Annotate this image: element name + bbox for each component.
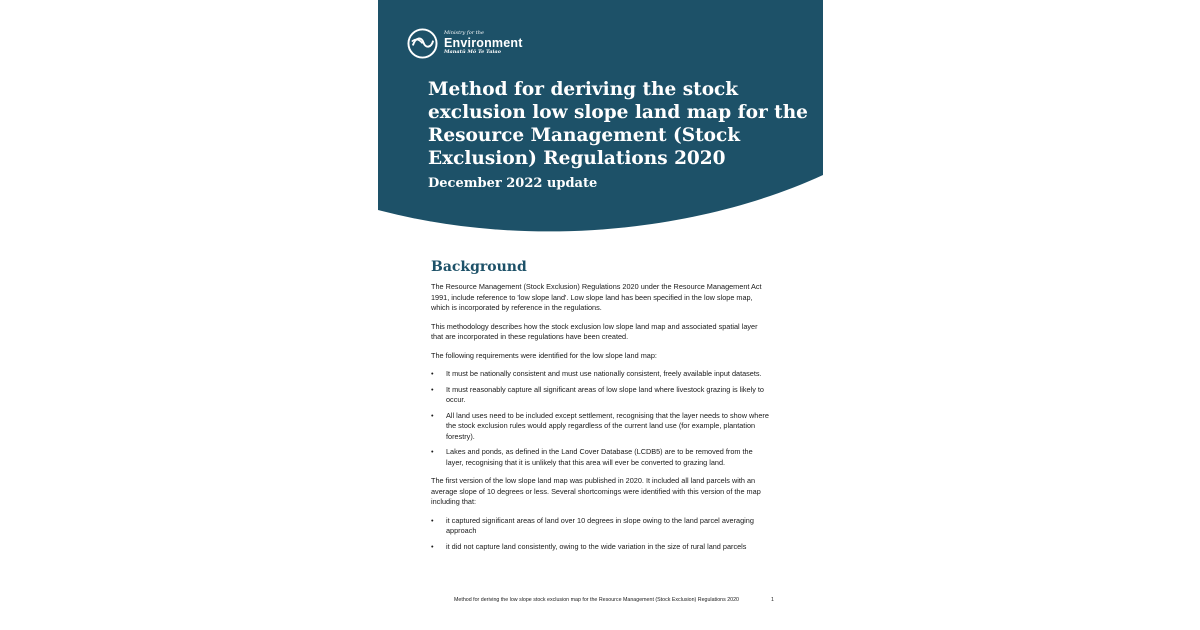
list-item-text: it captured significant areas of land over 10 degrees in slope owing to the land parcel averaging approach — [446, 515, 754, 535]
logo-line-environment: Environment — [444, 35, 523, 50]
list-item-text: It must reasonably capture all significant areas of low slope land where livestock grazing is likely to occur. — [446, 384, 764, 404]
list-item — [431, 516, 771, 537]
list-item-text: All land uses need to be included except settlement, recognising that the layer needs to show where the stock exclusion rules would apply regardless of the current land use (for example, plantation forestry). — [446, 410, 769, 441]
ministry-logo — [407, 27, 523, 59]
list-item — [431, 447, 771, 468]
document-page — [378, 0, 823, 630]
footer-text: Method for deriving the low slope stock exclusion map for the Resource Management (Stock Exclusion) Regulations 2020 — [454, 597, 740, 603]
document-body — [431, 258, 771, 560]
bullet-marker: • — [431, 447, 434, 456]
paragraph: The Resource Management (Stock Exclusion) Regulations 2020 under the Resource Management Act 1991, include reference to 'low slope land'. Low slope land has been specified in the low slope map, which is incorporated by reference in the regulations. — [431, 282, 762, 312]
bullet-marker: • — [431, 384, 434, 394]
bullet-marker: • — [431, 369, 434, 378]
bullet-marker: • — [431, 541, 434, 551]
logo-wordmark — [444, 31, 523, 56]
paragraph: The following requirements were identified for the low slope land map: — [431, 350, 657, 360]
list-item — [431, 369, 771, 380]
page-number: 1 — [771, 597, 774, 603]
page-footer — [454, 597, 774, 603]
requirements-list — [431, 369, 771, 468]
document-title: Method for deriving the stock exclusion low slope land map for the Resource Management (Stock Exclusion) Regulations 2020 — [428, 79, 808, 169]
paragraph: This methodology describes how the stock exclusion low slope land map and associated spatial layer that are incorporated in these regulations have been created. — [431, 321, 758, 341]
list-item-text: Lakes and ponds, as defined in the Land Cover Database (LCDB5) are to be removed from the layer, recognising that it is unlikely that this area will ever be converted to grazing land. — [446, 447, 753, 467]
list-item — [431, 411, 771, 443]
bullet-marker: • — [431, 515, 434, 525]
paragraph: The first version of the low slope land map was published in 2020. It included all land parcels with an average slope of 10 degrees or less. Several shortcomings were identified with this version of the map including that: — [431, 476, 761, 506]
logo-line-maori: Manatū Mō Te Taiao — [444, 49, 501, 56]
list-item-text: it did not capture land consistently, owing to the wide variation in the size of rural land parcels — [446, 541, 747, 551]
list-item — [431, 542, 771, 553]
bullet-marker: • — [431, 410, 434, 420]
logo-line-ministry: Ministry for the — [444, 29, 484, 36]
list-item — [431, 385, 771, 406]
ministry-logo-icon — [407, 28, 438, 59]
list-item-text: It must be nationally consistent and must use nationally consistent, freely available input datasets. — [446, 369, 762, 378]
document-subtitle: December 2022 update — [428, 176, 598, 191]
shortcomings-list — [431, 516, 771, 553]
section-heading-background: Background — [431, 259, 527, 275]
